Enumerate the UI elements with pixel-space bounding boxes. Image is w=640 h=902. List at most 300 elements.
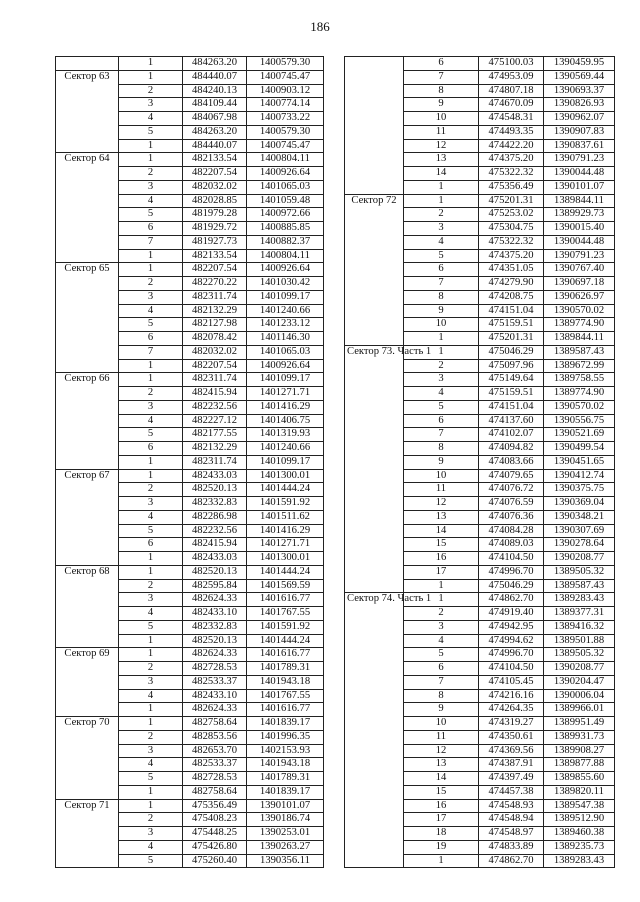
point-number: 13 — [404, 153, 479, 167]
point-number: 3 — [119, 593, 183, 607]
point-number: 3 — [119, 400, 183, 414]
y-coordinate: 1389283.43 — [544, 854, 615, 868]
point-number: 10 — [404, 112, 479, 126]
point-number: 12 — [404, 139, 479, 153]
y-coordinate: 1390186.74 — [247, 813, 324, 827]
y-coordinate: 1401616.77 — [247, 703, 324, 717]
x-coordinate: 474422.20 — [479, 139, 544, 153]
y-coordinate: 1400926.64 — [247, 263, 324, 277]
y-coordinate: 1401271.71 — [247, 538, 324, 552]
sector-name: Сектор 64 — [56, 153, 119, 263]
y-coordinate: 1390278.64 — [544, 538, 615, 552]
y-coordinate: 1390521.69 — [544, 428, 615, 442]
y-coordinate: 1401099.17 — [247, 373, 324, 387]
point-number: 6 — [404, 57, 479, 71]
x-coordinate: 482127.98 — [183, 318, 247, 332]
point-number: 4 — [119, 112, 183, 126]
point-number: 5 — [119, 125, 183, 139]
point-number: 1 — [119, 139, 183, 153]
y-coordinate: 1389774.90 — [544, 318, 615, 332]
point-number: 7 — [404, 428, 479, 442]
point-number: 15 — [404, 785, 479, 799]
y-coordinate: 1400745.47 — [247, 70, 324, 84]
point-number: 2 — [119, 277, 183, 291]
x-coordinate: 474807.18 — [479, 84, 544, 98]
point-number: 9 — [404, 304, 479, 318]
point-number: 1 — [119, 648, 183, 662]
point-number: 1 — [404, 593, 479, 607]
point-number: 3 — [119, 290, 183, 304]
y-coordinate: 1390204.47 — [544, 675, 615, 689]
y-coordinate: 1401059.48 — [247, 194, 324, 208]
x-coordinate: 482653.70 — [183, 744, 247, 758]
sector-name: Сектор 71 — [56, 799, 119, 868]
x-coordinate: 484263.20 — [183, 125, 247, 139]
y-coordinate: 1400882.37 — [247, 235, 324, 249]
y-coordinate: 1390307.69 — [544, 524, 615, 538]
x-coordinate: 475356.49 — [183, 799, 247, 813]
x-coordinate: 474548.31 — [479, 112, 544, 126]
point-number: 4 — [404, 235, 479, 249]
point-number: 2 — [119, 579, 183, 593]
point-number: 4 — [119, 758, 183, 772]
x-coordinate: 475201.31 — [479, 332, 544, 346]
point-number: 1 — [404, 194, 479, 208]
y-coordinate: 1389512.90 — [544, 813, 615, 827]
y-coordinate: 1401406.75 — [247, 414, 324, 428]
x-coordinate: 475408.23 — [183, 813, 247, 827]
x-coordinate: 482028.85 — [183, 194, 247, 208]
x-coordinate: 482132.29 — [183, 442, 247, 456]
x-coordinate: 475448.25 — [183, 827, 247, 841]
point-number: 7 — [404, 70, 479, 84]
point-number: 4 — [119, 194, 183, 208]
x-coordinate: 482207.54 — [183, 359, 247, 373]
point-number: 4 — [119, 840, 183, 854]
sector-name: Сектор 74. Часть 1 — [345, 593, 404, 868]
point-number: 1 — [404, 180, 479, 194]
x-coordinate: 474457.38 — [479, 785, 544, 799]
y-coordinate: 1390826.93 — [544, 98, 615, 112]
point-number: 1 — [119, 57, 183, 71]
y-coordinate: 1389820.11 — [544, 785, 615, 799]
x-coordinate: 482520.13 — [183, 634, 247, 648]
point-number: 2 — [119, 84, 183, 98]
point-number: 3 — [404, 222, 479, 236]
x-coordinate: 482415.94 — [183, 387, 247, 401]
x-coordinate: 482177.55 — [183, 428, 247, 442]
point-number: 2 — [119, 813, 183, 827]
point-number: 6 — [404, 263, 479, 277]
x-coordinate: 475260.40 — [183, 854, 247, 868]
y-coordinate: 1401146.30 — [247, 332, 324, 346]
y-coordinate: 1389460.38 — [544, 827, 615, 841]
x-coordinate: 482078.42 — [183, 332, 247, 346]
y-coordinate: 1400745.47 — [247, 139, 324, 153]
x-coordinate: 474375.20 — [479, 153, 544, 167]
y-coordinate: 1390767.40 — [544, 263, 615, 277]
point-number: 17 — [404, 813, 479, 827]
x-coordinate: 474351.05 — [479, 263, 544, 277]
x-coordinate: 474076.59 — [479, 497, 544, 511]
sector-name: Сектор 65 — [56, 263, 119, 373]
x-coordinate: 484263.20 — [183, 57, 247, 71]
y-coordinate: 1390570.02 — [544, 304, 615, 318]
sector-name: Сектор 67 — [56, 469, 119, 565]
x-coordinate: 475046.29 — [479, 345, 544, 359]
y-coordinate: 1401444.24 — [247, 565, 324, 579]
x-coordinate: 474670.09 — [479, 98, 544, 112]
x-coordinate: 484440.07 — [183, 139, 247, 153]
point-number: 1 — [119, 565, 183, 579]
y-coordinate: 1390556.75 — [544, 414, 615, 428]
x-coordinate: 474094.82 — [479, 442, 544, 456]
point-number: 4 — [119, 510, 183, 524]
point-number: 5 — [404, 400, 479, 414]
y-coordinate: 1390375.75 — [544, 483, 615, 497]
point-number: 14 — [404, 772, 479, 786]
y-coordinate: 1401591.92 — [247, 620, 324, 634]
point-number: 5 — [119, 620, 183, 634]
y-coordinate: 1400926.64 — [247, 359, 324, 373]
table-row — [56, 717, 324, 731]
point-number: 1 — [119, 373, 183, 387]
y-coordinate: 1401996.35 — [247, 730, 324, 744]
y-coordinate: 1401839.17 — [247, 717, 324, 731]
y-coordinate: 1390015.40 — [544, 222, 615, 236]
x-coordinate: 474996.70 — [479, 648, 544, 662]
point-number: 1 — [119, 263, 183, 277]
table-row — [56, 469, 324, 483]
point-number: 1 — [119, 70, 183, 84]
point-number: 12 — [404, 497, 479, 511]
y-coordinate: 1390569.44 — [544, 70, 615, 84]
y-coordinate: 1401839.17 — [247, 785, 324, 799]
x-coordinate: 475322.32 — [479, 167, 544, 181]
x-coordinate: 482853.56 — [183, 730, 247, 744]
x-coordinate: 482758.64 — [183, 785, 247, 799]
x-coordinate: 475356.49 — [479, 180, 544, 194]
y-coordinate: 1400972.66 — [247, 208, 324, 222]
point-number: 3 — [119, 744, 183, 758]
x-coordinate: 474994.62 — [479, 634, 544, 648]
point-number: 1 — [404, 579, 479, 593]
x-coordinate: 474350.61 — [479, 730, 544, 744]
y-coordinate: 1390626.97 — [544, 290, 615, 304]
point-number: 6 — [404, 662, 479, 676]
point-number: 4 — [404, 387, 479, 401]
point-number: 3 — [119, 180, 183, 194]
y-coordinate: 1389774.90 — [544, 387, 615, 401]
y-coordinate: 1400804.11 — [247, 153, 324, 167]
point-number: 13 — [404, 758, 479, 772]
y-coordinate: 1390208.77 — [544, 552, 615, 566]
y-coordinate: 1401030.42 — [247, 277, 324, 291]
y-coordinate: 1390006.04 — [544, 689, 615, 703]
y-coordinate: 1400774.14 — [247, 98, 324, 112]
point-number: 6 — [119, 538, 183, 552]
y-coordinate: 1401065.03 — [247, 180, 324, 194]
table-row — [56, 373, 324, 387]
x-coordinate: 474919.40 — [479, 607, 544, 621]
point-number: 8 — [404, 442, 479, 456]
x-coordinate: 474079.65 — [479, 469, 544, 483]
x-coordinate: 482232.56 — [183, 400, 247, 414]
y-coordinate: 1400804.11 — [247, 249, 324, 263]
y-coordinate: 1390791.23 — [544, 249, 615, 263]
table-row — [56, 263, 324, 277]
y-coordinate: 1401416.29 — [247, 400, 324, 414]
y-coordinate: 1389283.43 — [544, 593, 615, 607]
y-coordinate: 1400903.12 — [247, 84, 324, 98]
y-coordinate: 1390101.07 — [247, 799, 324, 813]
y-coordinate: 1400885.85 — [247, 222, 324, 236]
x-coordinate: 474279.90 — [479, 277, 544, 291]
x-coordinate: 482758.64 — [183, 717, 247, 731]
y-coordinate: 1389416.32 — [544, 620, 615, 634]
point-number: 18 — [404, 827, 479, 841]
x-coordinate: 474548.97 — [479, 827, 544, 841]
x-coordinate: 474264.35 — [479, 703, 544, 717]
y-coordinate: 1390791.23 — [544, 153, 615, 167]
y-coordinate: 1389505.32 — [544, 648, 615, 662]
x-coordinate: 475253.02 — [479, 208, 544, 222]
point-number: 7 — [404, 675, 479, 689]
sector-name — [345, 57, 404, 195]
y-coordinate: 1401943.18 — [247, 758, 324, 772]
x-coordinate: 482520.13 — [183, 483, 247, 497]
point-number: 9 — [404, 455, 479, 469]
point-number: 6 — [404, 414, 479, 428]
x-coordinate: 482032.02 — [183, 345, 247, 359]
y-coordinate: 1390044.48 — [544, 167, 615, 181]
y-coordinate: 1389235.73 — [544, 840, 615, 854]
y-coordinate: 1390044.48 — [544, 235, 615, 249]
y-coordinate: 1401569.59 — [247, 579, 324, 593]
y-coordinate: 1389501.88 — [544, 634, 615, 648]
point-number: 13 — [404, 510, 479, 524]
x-coordinate: 474862.70 — [479, 593, 544, 607]
point-number: 3 — [119, 98, 183, 112]
point-number: 1 — [119, 469, 183, 483]
y-coordinate: 1389931.73 — [544, 730, 615, 744]
point-number: 2 — [404, 208, 479, 222]
y-coordinate: 1389929.73 — [544, 208, 615, 222]
point-number: 8 — [404, 290, 479, 304]
x-coordinate: 474548.94 — [479, 813, 544, 827]
point-number: 1 — [119, 703, 183, 717]
x-coordinate: 482624.33 — [183, 703, 247, 717]
point-number: 11 — [404, 730, 479, 744]
x-coordinate: 475097.96 — [479, 359, 544, 373]
x-coordinate: 474083.66 — [479, 455, 544, 469]
point-number: 7 — [404, 277, 479, 291]
y-coordinate: 1389844.11 — [544, 194, 615, 208]
x-coordinate: 482032.02 — [183, 180, 247, 194]
point-number: 10 — [404, 717, 479, 731]
x-coordinate: 474089.03 — [479, 538, 544, 552]
y-coordinate: 1400579.30 — [247, 57, 324, 71]
y-coordinate: 1390499.54 — [544, 442, 615, 456]
x-coordinate: 474375.20 — [479, 249, 544, 263]
y-coordinate: 1389377.31 — [544, 607, 615, 621]
point-number: 4 — [119, 304, 183, 318]
sector-name: Сектор 73. Часть 1 — [345, 345, 404, 593]
y-coordinate: 1401416.29 — [247, 524, 324, 538]
point-number: 2 — [119, 662, 183, 676]
y-coordinate: 1389547.38 — [544, 799, 615, 813]
y-coordinate: 1389951.49 — [544, 717, 615, 731]
point-number: 15 — [404, 538, 479, 552]
y-coordinate: 1401591.92 — [247, 497, 324, 511]
x-coordinate: 481927.73 — [183, 235, 247, 249]
x-coordinate: 482624.33 — [183, 593, 247, 607]
point-number: 1 — [119, 717, 183, 731]
x-coordinate: 474942.95 — [479, 620, 544, 634]
x-coordinate: 482332.83 — [183, 497, 247, 511]
x-coordinate: 482433.03 — [183, 552, 247, 566]
y-coordinate: 1389587.43 — [544, 345, 615, 359]
y-coordinate: 1390962.07 — [544, 112, 615, 126]
coordinates-table-right — [344, 56, 615, 868]
table-row — [56, 153, 324, 167]
x-coordinate: 474105.45 — [479, 675, 544, 689]
point-number: 4 — [404, 634, 479, 648]
sector-name: Сектор 68 — [56, 565, 119, 648]
x-coordinate: 482286.98 — [183, 510, 247, 524]
point-number: 3 — [404, 620, 479, 634]
point-number: 11 — [404, 483, 479, 497]
y-coordinate: 1390348.21 — [544, 510, 615, 524]
point-number: 19 — [404, 840, 479, 854]
x-coordinate: 482311.74 — [183, 455, 247, 469]
table-row — [345, 593, 615, 607]
x-coordinate: 475159.51 — [479, 318, 544, 332]
x-coordinate: 475322.32 — [479, 235, 544, 249]
x-coordinate: 482624.33 — [183, 648, 247, 662]
x-coordinate: 482270.22 — [183, 277, 247, 291]
point-number: 17 — [404, 565, 479, 579]
table-row — [56, 565, 324, 579]
point-number: 3 — [404, 373, 479, 387]
point-number: 11 — [404, 125, 479, 139]
y-coordinate: 1401240.66 — [247, 304, 324, 318]
point-number: 3 — [119, 827, 183, 841]
sector-name: Сектор 69 — [56, 648, 119, 717]
point-number: 1 — [119, 552, 183, 566]
x-coordinate: 474151.04 — [479, 304, 544, 318]
y-coordinate: 1401319.93 — [247, 428, 324, 442]
point-number: 1 — [404, 332, 479, 346]
x-coordinate: 475304.75 — [479, 222, 544, 236]
y-coordinate: 1390837.61 — [544, 139, 615, 153]
point-number: 1 — [119, 785, 183, 799]
y-coordinate: 1390263.27 — [247, 840, 324, 854]
point-number: 5 — [119, 524, 183, 538]
x-coordinate: 482311.74 — [183, 290, 247, 304]
point-number: 1 — [119, 249, 183, 263]
point-number: 7 — [119, 235, 183, 249]
y-coordinate: 1401300.01 — [247, 552, 324, 566]
table-row — [345, 345, 615, 359]
x-coordinate: 474387.91 — [479, 758, 544, 772]
point-number: 2 — [119, 730, 183, 744]
table-row — [345, 57, 615, 71]
x-coordinate: 474397.49 — [479, 772, 544, 786]
y-coordinate: 1389908.27 — [544, 744, 615, 758]
point-number: 5 — [404, 249, 479, 263]
x-coordinate: 475159.51 — [479, 387, 544, 401]
y-coordinate: 1400926.64 — [247, 167, 324, 181]
y-coordinate: 1389877.88 — [544, 758, 615, 772]
x-coordinate: 484240.13 — [183, 84, 247, 98]
x-coordinate: 475100.03 — [479, 57, 544, 71]
x-coordinate: 474076.36 — [479, 510, 544, 524]
y-coordinate: 1389966.01 — [544, 703, 615, 717]
x-coordinate: 474953.09 — [479, 70, 544, 84]
point-number: 5 — [119, 854, 183, 868]
point-number: 1 — [119, 359, 183, 373]
x-coordinate: 474208.75 — [479, 290, 544, 304]
x-coordinate: 474104.50 — [479, 552, 544, 566]
x-coordinate: 482133.54 — [183, 249, 247, 263]
x-coordinate: 482207.54 — [183, 167, 247, 181]
point-number: 5 — [119, 208, 183, 222]
y-coordinate: 1400579.30 — [247, 125, 324, 139]
sector-name: Сектор 66 — [56, 373, 119, 469]
y-coordinate: 1389587.43 — [544, 579, 615, 593]
x-coordinate: 482311.74 — [183, 373, 247, 387]
point-number: 1 — [119, 799, 183, 813]
table-row — [56, 648, 324, 662]
x-coordinate: 474076.72 — [479, 483, 544, 497]
x-coordinate: 482728.53 — [183, 772, 247, 786]
point-number: 2 — [404, 359, 479, 373]
x-coordinate: 482533.37 — [183, 758, 247, 772]
x-coordinate: 474319.27 — [479, 717, 544, 731]
point-number: 1 — [119, 634, 183, 648]
y-coordinate: 1390907.83 — [544, 125, 615, 139]
y-coordinate: 1401789.31 — [247, 662, 324, 676]
x-coordinate: 482227.12 — [183, 414, 247, 428]
x-coordinate: 475426.80 — [183, 840, 247, 854]
y-coordinate: 1390253.01 — [247, 827, 324, 841]
page-number: 186 — [310, 19, 330, 34]
point-number: 8 — [404, 84, 479, 98]
y-coordinate: 1390459.95 — [544, 57, 615, 71]
y-coordinate: 1401300.01 — [247, 469, 324, 483]
y-coordinate: 1402153.93 — [247, 744, 324, 758]
y-coordinate: 1390369.04 — [544, 497, 615, 511]
x-coordinate: 481979.28 — [183, 208, 247, 222]
point-number: 6 — [119, 442, 183, 456]
table-row — [56, 70, 324, 84]
x-coordinate: 474996.70 — [479, 565, 544, 579]
point-number: 14 — [404, 524, 479, 538]
y-coordinate: 1390208.77 — [544, 662, 615, 676]
y-coordinate: 1390356.11 — [247, 854, 324, 868]
y-coordinate: 1389855.60 — [544, 772, 615, 786]
y-coordinate: 1390693.37 — [544, 84, 615, 98]
sector-name: Сектор 72 — [345, 194, 404, 345]
y-coordinate: 1390570.02 — [544, 400, 615, 414]
y-coordinate: 1390101.07 — [544, 180, 615, 194]
x-coordinate: 481929.72 — [183, 222, 247, 236]
x-coordinate: 475046.29 — [479, 579, 544, 593]
x-coordinate: 482433.10 — [183, 607, 247, 621]
y-coordinate: 1401099.17 — [247, 455, 324, 469]
point-number: 16 — [404, 552, 479, 566]
